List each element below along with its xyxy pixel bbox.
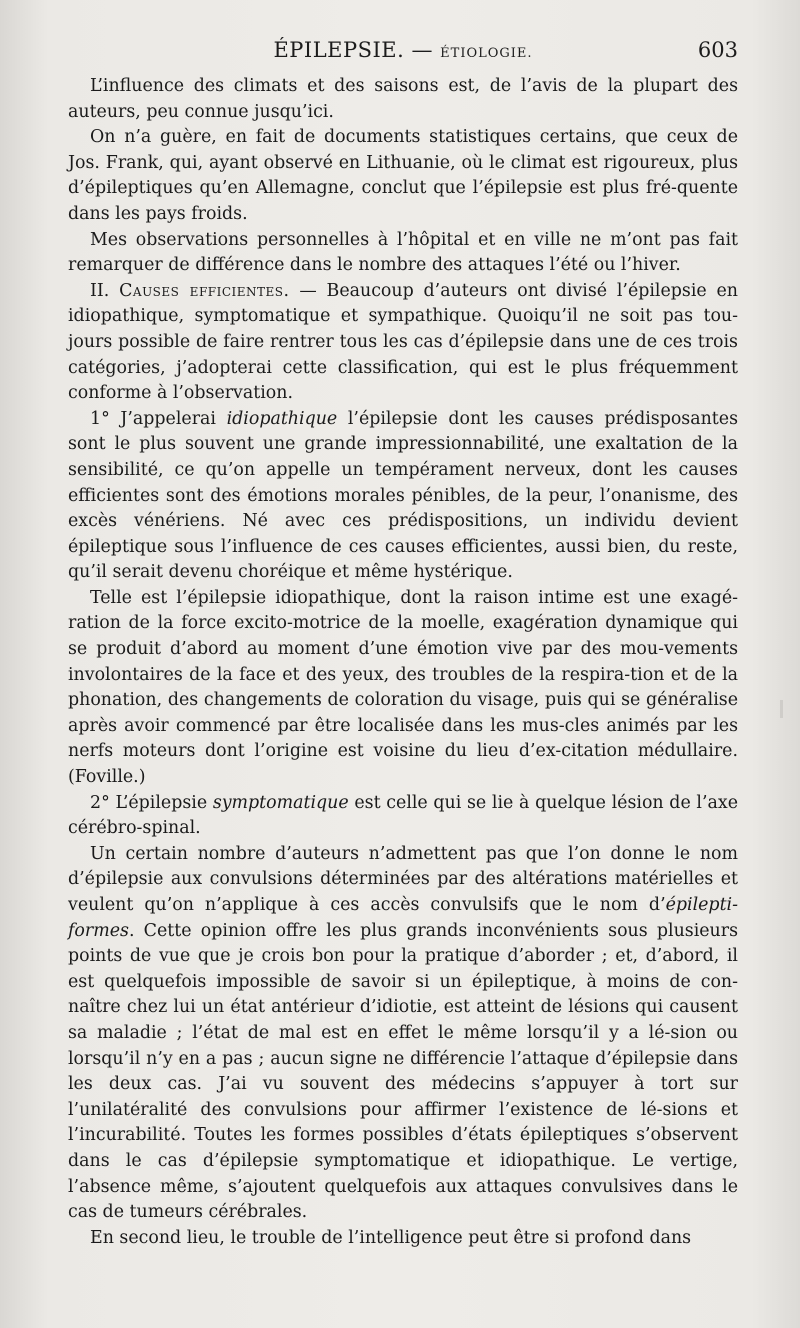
paragraph-idiopathic [68,407,738,586]
idiopathic-term: idiopathique [226,408,338,429]
epileptiform-text: . Cette opinion offre les plus grands inconvénients sous plusieurs points de vue que je crois bon pour la pratique d’aborder ; et, d’abord, il est quelquefois impossible de savoir si un épileptique, à moins de con-naître chez lui un état antérieur d’idiotie, est atteint de lésions qui causent sa maladie ; l’état de mal est en effet le même lorsqu’il y a lé-sion ou lorsqu’il n’y en a pas ; aucun signe ne différencie l’attaque d’épilepsie dans les deux cas. J’ai vu souvent des médecins s’appuyer à tort sur l’unilatéralité des convulsions pour affirmer l’existence de lé-sions et l’incurabilité. Toutes les formes possibles d’états épileptiques s’observent dans le cas d’épilepsie symptomatique et idiopathique. Le vertige, l’absence même, s’ajoutent quelquefois aux attaques convulsives dans le cas de tumeurs cérébrales. [68,920,738,1223]
paragraph-climate: L’influence des climats et des saisons est, de l’avis de la plupart des auteurs, peu connue jusqu’ici. [68,76,738,122]
paragraph-efficient-causes [68,279,738,407]
symptomatic-term: symptomatique [212,792,349,813]
paragraph-symptomatic [68,791,738,842]
section-heading: Causes efficientes. [119,280,290,301]
symptomatic-lead: 2° L’épilepsie [90,792,213,813]
symptomatic-text: est celle qui se lie à quelque lésion de l’axe cérébro-spinal. [68,792,738,839]
running-title-main: ÉPILEPSIE. — [273,38,433,62]
idiopathic-text: l’épilepsie dont les causes prédisposantes sont le plus souvent une grande impressionnabilité, une exaltation de la sensibilité, ce qu’on appelle un tempérament nerveux, dont les causes efficientes sont des émotions morales pénibles, de la peur, l’onanisme, des excès vénériens. Né avec ces prédispositions, un individu devient épileptique sous l’influence de ces causes efficientes, aussi bien, du reste, qu’il serait devenu choréique et même hystérique. [68,408,738,583]
epileptiform-lead: Un certain nombre d’auteurs n’admettent pas que l’on donne le nom d’épilepsie aux convulsions déterminées par des altérations matérielles et veulent qu’on n’applique à ces accès convulsifs que le nom d’ [68,843,738,915]
running-title-sub: ÉTIOLOGIE. [440,46,533,61]
section-text: — Beaucoup d’auteurs ont divisé l’épilepsie en idiopathique, symptomatique et sympathique. Quoiqu’il ne soit pas tou-jours possible de faire rentrer tous les cas d’épilepsie dans une de ces trois catégories, j’adopterai cette classification, qui est le plus fréquemment conforme à l’observation. [68,280,738,404]
paragraph-idiopathic-mechanism: Telle est l’épilepsie idiopathique, dont la raison intime est une exagé-ration de la force excito-motrice de la moelle, exagération dynamique qui se produit d’abord au moment d’une émotion vive par des mou-vements involontaires de la face et des yeux, des troubles de la respira-tion et de la phonation, des changements de coloration du visage, puis qui se généralise après avoir commencé par être localisée dans les mus-cles animés par les nerfs moteurs dont l’origine est voisine du lieu d’ex-citation médullaire. (Foville.) [68,587,738,788]
paragraph-second-point: En second lieu, le trouble de l’intelligence peut être si profond dans [90,1227,692,1248]
paragraph-statistics: On n’a guère, en fait de documents statistiques certains, que ceux de Jos. Frank, qui, ayant observé en Lithuanie, où le climat est rigoureux, plus d’épileptiques qu’en Allemagne, conclut que l’épilepsie est plus fré-quente dans les pays froids. [68,127,738,224]
running-title [68,38,738,62]
page-header [68,38,738,70]
section-number: II. [90,280,110,301]
body-text [68,74,738,1251]
page-number: 603 [697,38,738,62]
margin-mark [780,700,783,718]
paragraph-observations: Mes observations personnelles à l’hôpital et en ville ne m’ont pas fait remarquer de différence dans le nombre des attaques l’été ou l’hiver. [68,229,738,276]
epileptiform-term: épilepti-formes [68,895,738,941]
paragraph-epileptiform [68,842,738,1226]
idiopathic-lead: 1° J’appelerai [90,408,227,429]
